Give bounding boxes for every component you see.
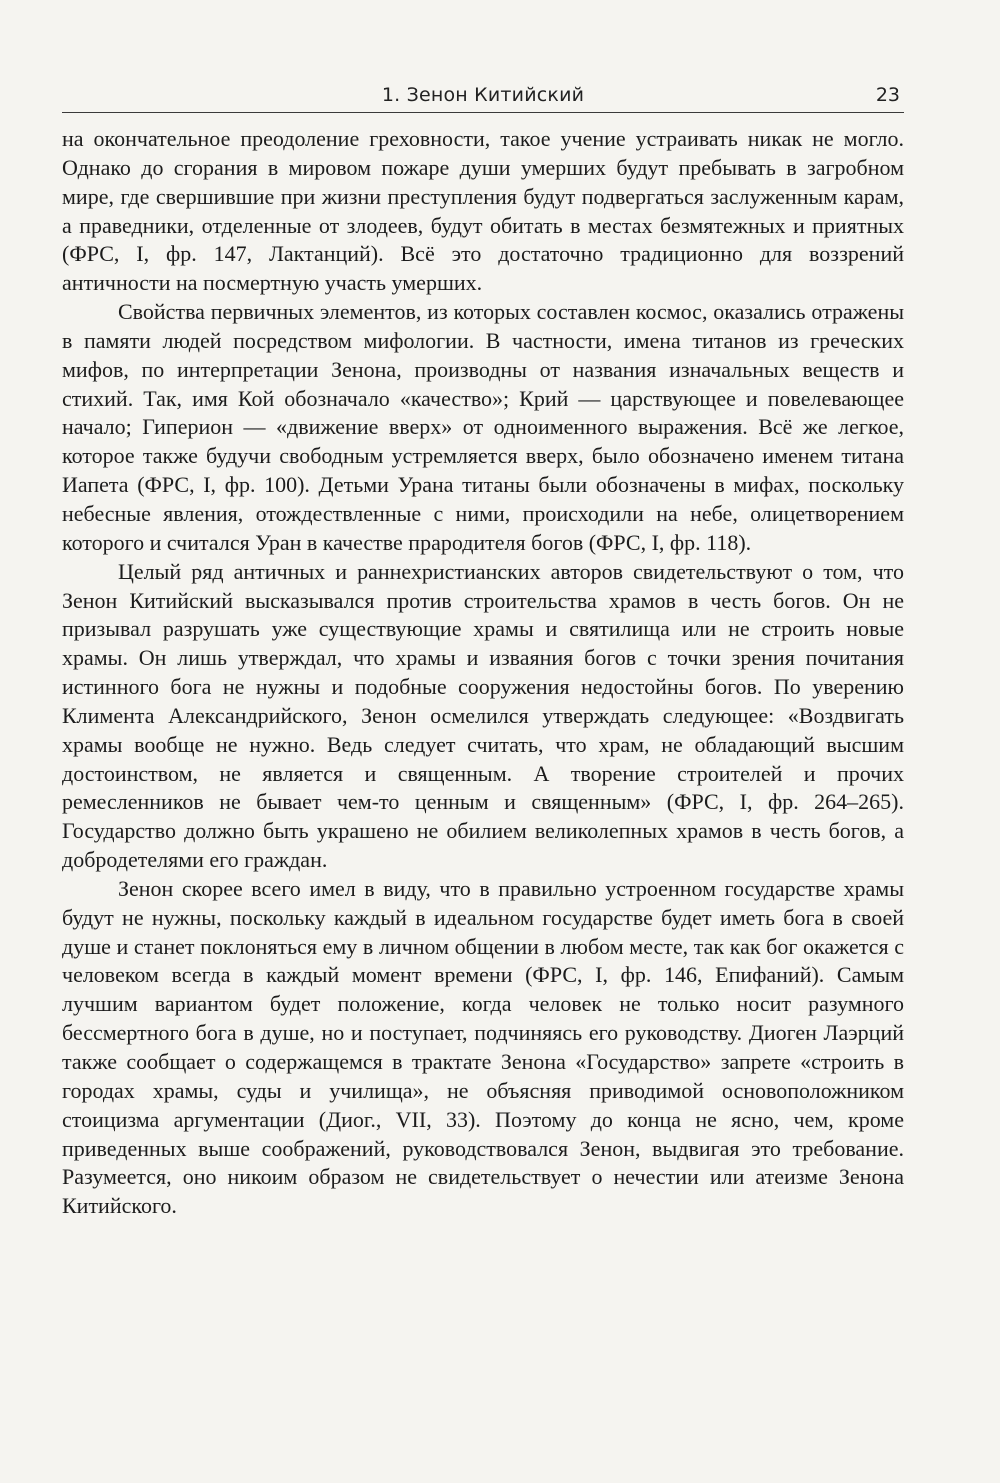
paragraph: Свойства первичных элементов, из которых составлен космос, оказались отражены в памяти людей посредством мифологии. В частности, имена титанов из греческих мифов, по интерпретации Зенона, производны от названия изначальных веществ и стихий. Так, имя Кой обозначало «качество»; Крий — царствующее и повелевающее начало; Гиперион — «движение вверх» от одноименного выражения. Всё же легкое, которое также будучи свободным устремляется вверх, было обозначено именем титана Иапета (ФРС, I, фр. 100). Детьми Урана титаны были обозначены в мифах, поскольку небесные явления, отождествленные с ними, происходили на небе, олицетворением которого и считался Уран в качестве прародителя богов (ФРС, I, фр. 118). <box>62 299 904 555</box>
running-title: 1. Зенон Китийский <box>381 84 585 106</box>
body-text <box>62 125 904 1221</box>
paragraph-continued: на окончательное преодоление греховности, такое учение устраивать никак не могло. Однако до сгорания в мировом пожаре души умерших будут пребывать в загробном мире, где свершившие при жизни преступления будут подвергаться заслуженным карам, а праведники, отделенные от злодеев, будут обитать в местах безмятежных и приятных (ФРС, I, фр. 147, Лактанций). Всё это достаточно традиционно для воззрений античности на посмертную участь умерших. <box>62 126 904 296</box>
paragraph: Зенон скорее всего имел в виду, что в правильно устроенном государстве храмы будут не нужны, поскольку каждый в идеальном государстве будет иметь бога в своей душе и станет поклоняться ему в личном общении в любом месте, так как бог окажется с человеком всегда в каждый момент времени (ФРС, I, фр. 146, Епифаний). Самым лучшим вариантом будет положение, когда человек не только носит разумного бессмертного бога в душе, но и поступает, подчиняясь его руководству. Диоген Лаэрций также сообщает о содержащемся в трактате Зенона «Государство» запрете «строить в городах храмы, суды и училища», не объясняя приводимой основоположником стоицизма аргументации (Диог., VII, 33). Поэтому до конца не ясно, чем, кроме приведенных выше соображений, руководствовался Зенон, выдвигая это требование. Разумеется, оно никоим образом не свидетельствует о нечестии или атеизме Зенона Китийского. <box>62 875 904 1219</box>
paragraph: Целый ряд античных и раннехристианских авторов свидетельствуют о том, что Зенон Китийский высказывался против строительства храмов в честь богов. Он не призывал разрушать уже существующие храмы и святилища или не строить новые храмы. Он лишь утверждал, что храмы и изваяния богов с точки зрения почитания истинного бога не нужны и подобные сооружения недостойны богов. По уверению Климента Александрийского, Зенон осмелился утверждать следующее: «Воздвигать храмы вообще не нужно. Ведь следует считать, что храм, не обладающий высшим достоинством, не является и священным. А творение строителей и прочих ремесленников не бывает чем-то ценным и священным» (ФРС, I, фр. 264–265). Государство должно быть украшено не обилием великолепных храмов в честь богов, а добродетелями его граждан. <box>62 558 904 873</box>
page-number: 23 <box>875 84 900 106</box>
running-header <box>62 78 904 113</box>
